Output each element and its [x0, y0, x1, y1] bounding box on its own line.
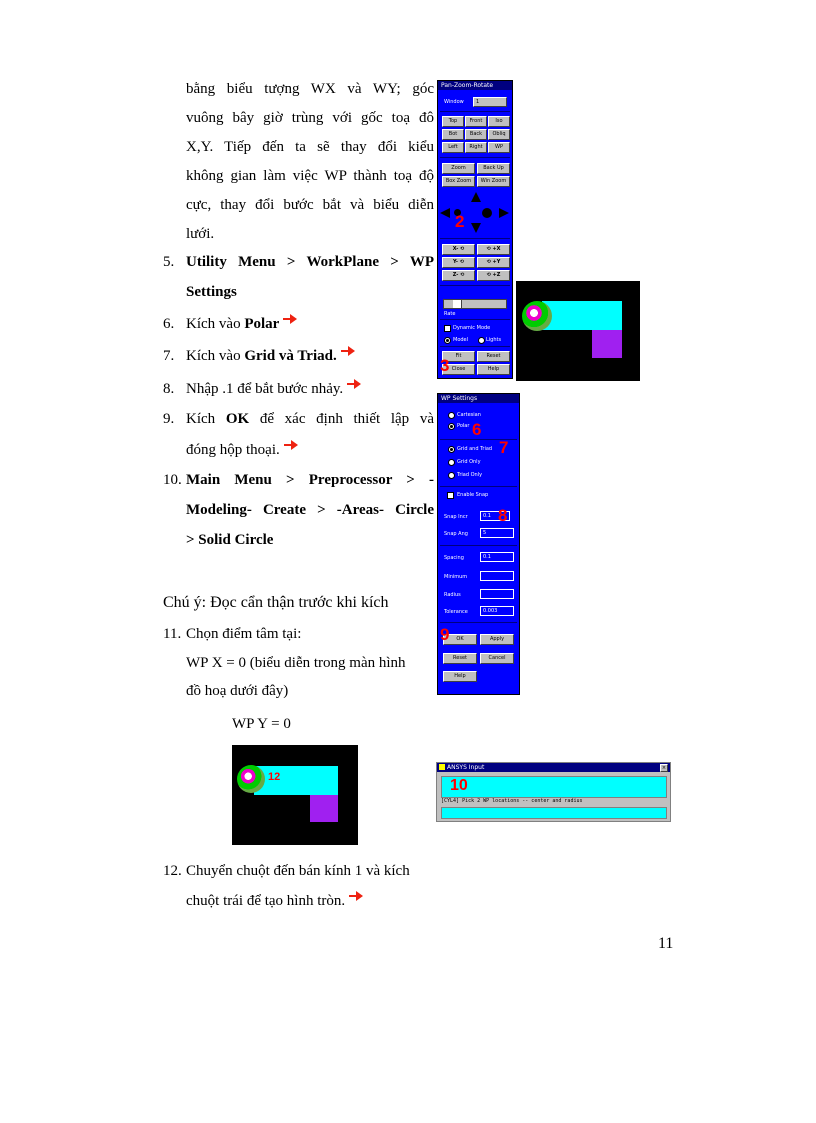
- triad-only-radio[interactable]: [448, 472, 455, 479]
- step-5-line-2: Settings: [186, 284, 237, 300]
- step-10-marker: 10: [450, 777, 468, 794]
- step-9-marker: 9: [440, 625, 450, 644]
- reset-button[interactable]: Reset: [477, 351, 510, 362]
- view-left-button[interactable]: Left: [442, 142, 464, 153]
- rate-slider[interactable]: [443, 299, 507, 309]
- window-label: Window: [444, 99, 464, 105]
- pan-right-icon[interactable]: [499, 208, 509, 218]
- step-7-text: Kích vào Grid và Triad.: [186, 341, 355, 371]
- zoom-in-dot-icon[interactable]: [482, 208, 492, 218]
- step-12-line-1: Chuyển chuột đến bán kính 1 và kích: [186, 863, 410, 879]
- step-10-line-1: Main Menu > Preprocessor > -: [186, 472, 434, 488]
- rate-slider-thumb[interactable]: [453, 300, 462, 308]
- wp-settings-panel: [437, 393, 520, 695]
- rotate-y-minus-button[interactable]: Y- ⟲: [442, 257, 475, 268]
- ansys-input-prompt: [CYL4] Pick 2 WP locations -- center and radius: [441, 798, 583, 804]
- red-arrow-icon: [283, 314, 297, 324]
- para-line-1: bằng biểu tượng WX và WY; góc: [186, 81, 434, 97]
- lights-radio[interactable]: [478, 337, 485, 344]
- rotate-y-plus-button[interactable]: ⟲ +Y: [477, 257, 510, 268]
- para-line-4: không gian làm việc WP thành toạ độ: [186, 168, 434, 184]
- help-button[interactable]: Help: [477, 364, 510, 375]
- step-7-number: 7.: [163, 348, 175, 364]
- step-8-number: 8.: [163, 381, 175, 397]
- minimum-label: Minimum: [444, 574, 468, 580]
- ansys-logo-icon: [439, 764, 445, 770]
- minimum-input[interactable]: [480, 571, 514, 581]
- cartesian-radio[interactable]: [448, 412, 455, 419]
- para-line-5: cực, thay đổi bước bắt và biểu diễn: [186, 197, 434, 213]
- ansys-input-window: [436, 762, 671, 822]
- step-10-line-3: > Solid Circle: [186, 532, 274, 548]
- view-back-button[interactable]: Back: [465, 129, 487, 140]
- snap-ang-label: Snap Ang: [444, 531, 468, 537]
- step-6-marker: 6: [472, 420, 482, 439]
- red-arrow-icon: [284, 440, 298, 450]
- model-radio[interactable]: [444, 337, 451, 344]
- enable-snap-label: Enable Snap: [457, 492, 489, 498]
- box-zoom-button[interactable]: Box Zoom: [442, 176, 475, 187]
- dynamic-mode-checkbox[interactable]: [444, 325, 451, 332]
- grid-triad-label: Grid and Triad: [457, 446, 493, 452]
- view-front-button[interactable]: Front: [465, 116, 487, 127]
- ansys-command-line[interactable]: [441, 807, 667, 819]
- step-11-line-2: WP X = 0 (biểu diễn trong màn hình: [186, 655, 406, 671]
- step-10-number: 10.: [163, 472, 182, 488]
- rotate-z-plus-button[interactable]: ⟲ +Z: [477, 270, 510, 281]
- pan-up-icon[interactable]: [471, 192, 481, 202]
- win-zoom-button[interactable]: Win Zoom: [477, 176, 510, 187]
- cartesian-label: Cartesian: [457, 412, 481, 418]
- step-12-number: 12.: [163, 863, 182, 879]
- step-10-line-2: Modeling- Create > -Areas- Circle: [186, 502, 434, 518]
- ok-button[interactable]: OK: [443, 634, 477, 645]
- view-iso-button[interactable]: Iso: [488, 116, 510, 127]
- red-arrow-icon: [347, 379, 361, 389]
- step-5-line-1: Utility Menu > WorkPlane > WP: [186, 254, 434, 270]
- cancel-button[interactable]: Cancel: [480, 653, 514, 664]
- help-button[interactable]: Help: [443, 671, 477, 682]
- radius-label: Radius: [444, 592, 461, 598]
- lights-label: Lights: [486, 337, 502, 343]
- pan-zoom-rotate-panel: [437, 80, 513, 379]
- close-icon[interactable]: ×: [661, 765, 667, 771]
- model-label: Model: [453, 337, 469, 343]
- workplane-grid-icon: [237, 765, 265, 793]
- polar-radio[interactable]: [448, 423, 455, 430]
- view-right-button[interactable]: Right: [465, 142, 487, 153]
- rotate-z-minus-button[interactable]: Z- ⟲: [442, 270, 475, 281]
- step-6-number: 6.: [163, 316, 175, 332]
- rate-label: Rate: [444, 311, 456, 317]
- workplane-grid-icon: [522, 301, 552, 331]
- enable-snap-checkbox[interactable]: [447, 492, 454, 499]
- rotate-x-minus-button[interactable]: X- ⟲: [442, 244, 475, 255]
- pan-down-icon[interactable]: [471, 223, 481, 233]
- reset-button[interactable]: Reset: [443, 653, 477, 664]
- step-3-marker: 3: [440, 356, 450, 375]
- para-line-6: lưới.: [186, 226, 215, 242]
- grid-only-label: Grid Only: [457, 459, 481, 465]
- window-select[interactable]: 1: [473, 97, 507, 107]
- step-7-marker: 7: [499, 438, 509, 457]
- step-9-line-1: Kích OK để xác định thiết lập và: [186, 411, 434, 427]
- page-number: 11: [658, 935, 674, 952]
- grid-only-radio[interactable]: [448, 459, 455, 466]
- spacing-input[interactable]: 0.1: [480, 552, 514, 562]
- step-11-number: 11.: [163, 626, 182, 642]
- view-obliq-button[interactable]: Obliq: [488, 129, 510, 140]
- rotate-x-plus-button[interactable]: ⟲ +X: [477, 244, 510, 255]
- step-8-text: Nhập .1 để bắt bước nhảy.: [186, 374, 361, 404]
- close-button[interactable]: Close: [442, 364, 475, 375]
- spacing-label: Spacing: [444, 555, 464, 561]
- red-arrow-icon: [341, 346, 355, 356]
- view-top-button[interactable]: Top: [442, 116, 464, 127]
- step-12-line-2: chuột trái để tạo hình tròn.: [186, 886, 363, 916]
- view-bot-button[interactable]: Bot: [442, 129, 464, 140]
- graphics-window-2: [232, 745, 358, 845]
- grid-triad-radio[interactable]: [448, 446, 455, 453]
- note-text: Chú ý: Đọc cẩn thận trước khi kích: [163, 594, 389, 611]
- polar-label: Polar: [457, 423, 470, 429]
- step-11-line-1: Chọn điểm tâm tại:: [186, 626, 302, 642]
- para-line-3: X,Y. Tiếp đến ta sẽ thay đổi kiểu: [186, 139, 434, 155]
- step-5-number: 5.: [163, 254, 175, 270]
- triad-only-label: Triad Only: [457, 472, 483, 478]
- step-9-number: 9.: [163, 411, 175, 427]
- snap-ang-input[interactable]: 5: [480, 528, 514, 538]
- step-11-line-3: đồ hoạ dưới đây): [186, 683, 289, 699]
- pan-left-icon[interactable]: [440, 208, 450, 218]
- snap-incr-input[interactable]: 0.1: [480, 511, 510, 521]
- panel-title: Pan-Zoom-Rotate: [438, 81, 512, 90]
- fit-button[interactable]: Fit: [442, 351, 475, 362]
- tolerance-label: Tolerance: [444, 609, 468, 615]
- step-2-marker: 2: [455, 212, 465, 231]
- dynamic-mode-label: Dynamic Mode: [453, 325, 491, 331]
- step-6-text: Kích vào Polar: [186, 309, 297, 339]
- ansys-input-title: ANSYS Input: [437, 763, 670, 772]
- step-12-marker: 12: [268, 771, 281, 783]
- step-11-line-4: WP Y = 0: [232, 716, 291, 732]
- graphics-window-1: [516, 281, 640, 381]
- snap-incr-label: Snap Incr: [444, 514, 468, 520]
- radius-input[interactable]: [480, 589, 514, 599]
- step-9-line-2: đóng hộp thoại.: [186, 435, 298, 465]
- zoom-button[interactable]: Zoom: [442, 163, 475, 174]
- red-arrow-icon: [349, 891, 363, 901]
- tolerance-input[interactable]: 0.003: [480, 606, 514, 616]
- step-8-marker: 8: [498, 506, 508, 525]
- back-up-button[interactable]: Back Up: [477, 163, 510, 174]
- panel-title: WP Settings: [438, 394, 519, 403]
- para-line-2: vuông bây giờ trùng với gốc toạ đô: [186, 110, 434, 126]
- apply-button[interactable]: Apply: [480, 634, 514, 645]
- view-wp-button[interactable]: WP: [488, 142, 510, 153]
- ansys-input-field[interactable]: [441, 776, 667, 798]
